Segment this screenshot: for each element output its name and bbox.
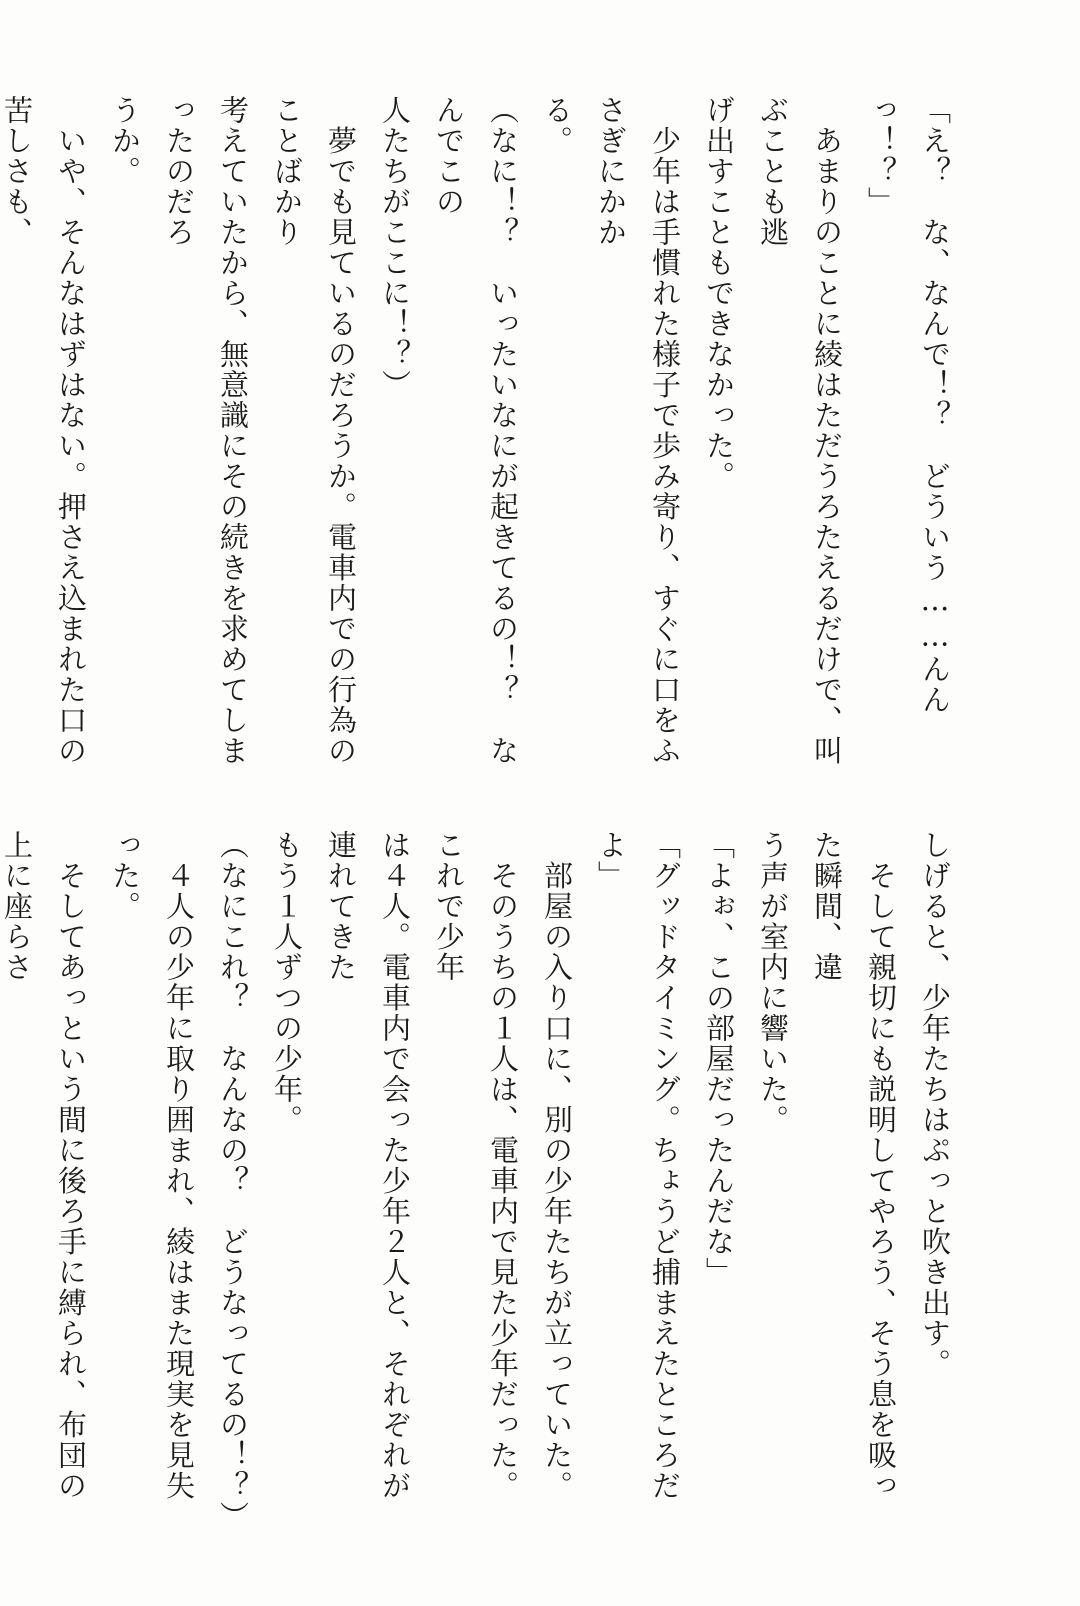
text-line: 「グッドタイミング。ちょうど捕まえたところだよ」 xyxy=(594,830,682,1501)
text-line: 少年は手慣れた様子で歩み寄り、すぐに口をふさぎにかか xyxy=(594,95,682,766)
text-line: そして親切にも説明してやろう、そう息を吸った瞬間、違 xyxy=(810,830,898,1501)
text-line: しげると、少年たちはぷっと吹き出す。 xyxy=(918,830,952,1379)
text-line: そのうちの１人は、電車内で見た少年だった。これで少年 xyxy=(432,830,520,1501)
text-line: （なにこれ？ なんなの？ どうなってるの！？） xyxy=(216,830,250,1532)
text-line: ４人の少年に取り囲まれ、綾はまた現実を見失った。 xyxy=(108,830,196,1501)
text-line: る。 xyxy=(540,95,574,156)
text-line: 考えていたから、無意識にその続きを求めてしまったのだろ xyxy=(162,95,250,766)
text-line: そしてあっという間に後ろ手に縛られ、布団の上に座らさ xyxy=(0,830,88,1501)
text-line: は４人。電車内で会った少年２人と、それぞれが連れてきた xyxy=(324,830,412,1501)
text-line: もう１人ずつの少年。 xyxy=(270,830,304,1135)
text-line: 夢でも見ているのだろうか。電車内での行為のことばかり xyxy=(270,95,358,766)
upper-text-block xyxy=(0,95,962,775)
text-line: 「よぉ、この部屋だったんだな」 xyxy=(702,830,736,1288)
text-line: 「え？ な、なんで！？ どういう……んんっ！？」 xyxy=(864,95,952,715)
text-line: いや、そんなはずはない。押さえ込まれた口の苦しさも、 xyxy=(0,95,88,766)
lower-text-block xyxy=(0,830,962,1532)
text-line: げ出すこともできなかった。 xyxy=(702,95,736,492)
text-line: 部屋の入り口に、別の少年たちが立っていた。 xyxy=(540,830,574,1501)
text-line: うか。 xyxy=(108,95,142,187)
text-line: あまりのことに綾はただうろたえるだけで、叫ぶことも逃 xyxy=(756,95,844,766)
text-line: 人たちがここに！？） xyxy=(378,95,412,400)
text-line: （なに！？ いったいなにが起きてるの！？ なんでこの xyxy=(432,95,520,766)
text-line: う声が室内に響いた。 xyxy=(756,830,790,1135)
